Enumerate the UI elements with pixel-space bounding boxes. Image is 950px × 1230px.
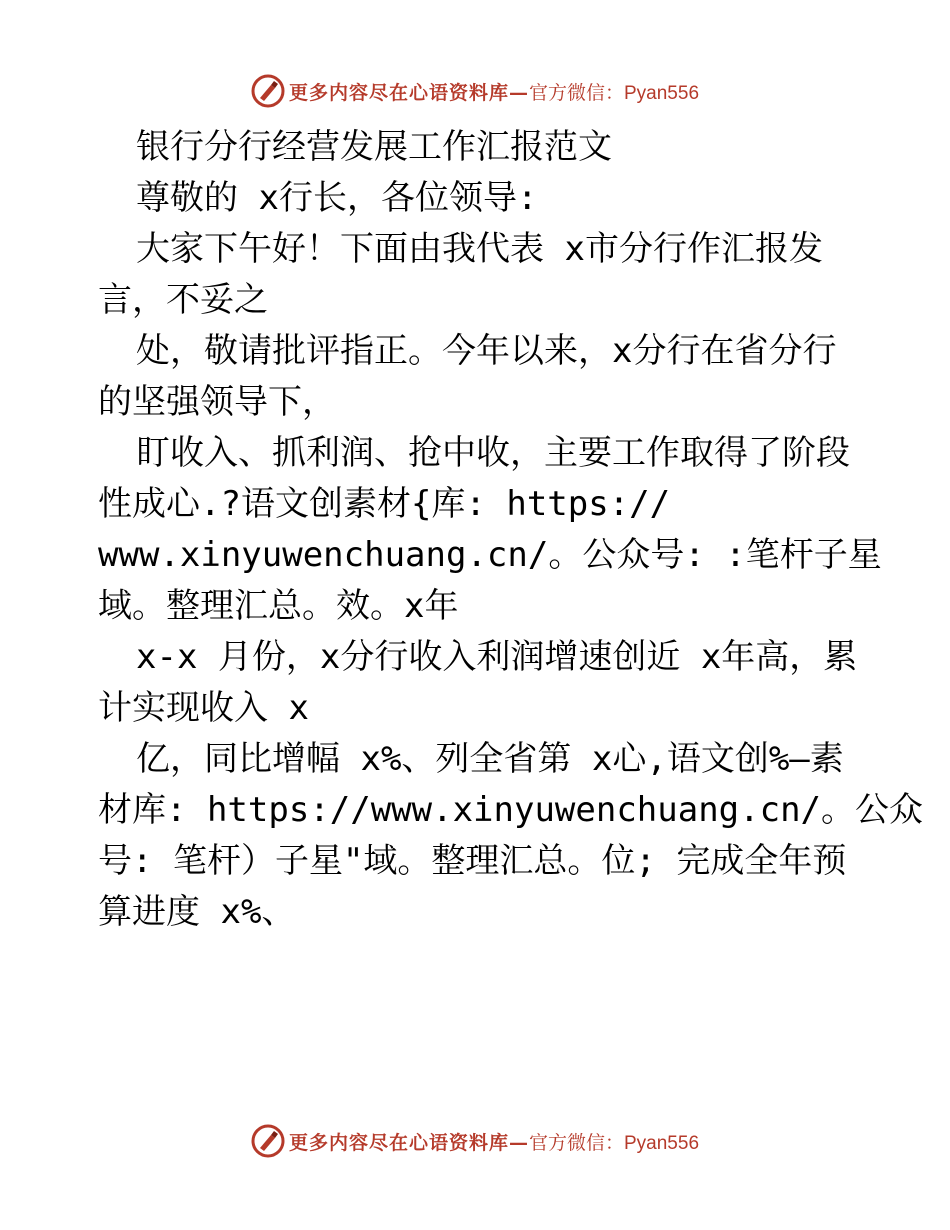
text-line: 处，敬请批评指正。今年以来，x分行在省分行 [136,331,837,371]
banner-wechat: 官方微信：Pyan556 [529,1132,700,1154]
text-line: 盯收入、抓利润、抢中收，主要工作取得了阶段 [136,433,850,473]
document-body [98,122,924,938]
text-line: 银行分行经营发展工作汇报范文 [136,127,612,167]
text-line: 算进度 x%、 [98,892,296,932]
text-line: 号: 笔杆）子星"域。整理汇总。位; 完成全年预 [98,841,847,881]
footer-banner [0,1121,950,1161]
text-line: www.xinyuwenchuang.cn/。公众号: :笔杆子星 [98,535,882,575]
text-line: 计实现收入 x [98,688,309,728]
text-line: 域。整理汇总。效。x年 [98,586,459,626]
banner-wechat: 官方微信：Pyan556 [529,82,700,104]
text-line: 的坚强领导下， [98,382,336,422]
header-banner [0,71,950,111]
banner-text: 更多内容尽在心语资料库— [288,1131,529,1154]
text-line: 大家下午好！下面由我代表 x市分行作汇报发 [136,229,823,269]
banner-text: 更多内容尽在心语资料库— [288,81,529,104]
pen-logo-icon [251,74,285,108]
pen-logo-icon [251,1124,285,1158]
text-line: 材库: https://www.xinyuwenchuang.cn/。公众 [98,790,924,830]
text-line: 尊敬的 x行长，各位领导: [136,178,538,218]
text-line: 言，不妥之 [98,280,268,320]
text-line: 性成心.?语文创素材{库: https:// [98,484,671,524]
text-line: x-x 月份，x分行收入利润增速创近 x年高，累 [136,637,858,677]
text-line: 亿，同比增幅 x%、列全省第 x心,语文创%—素 [136,739,844,779]
